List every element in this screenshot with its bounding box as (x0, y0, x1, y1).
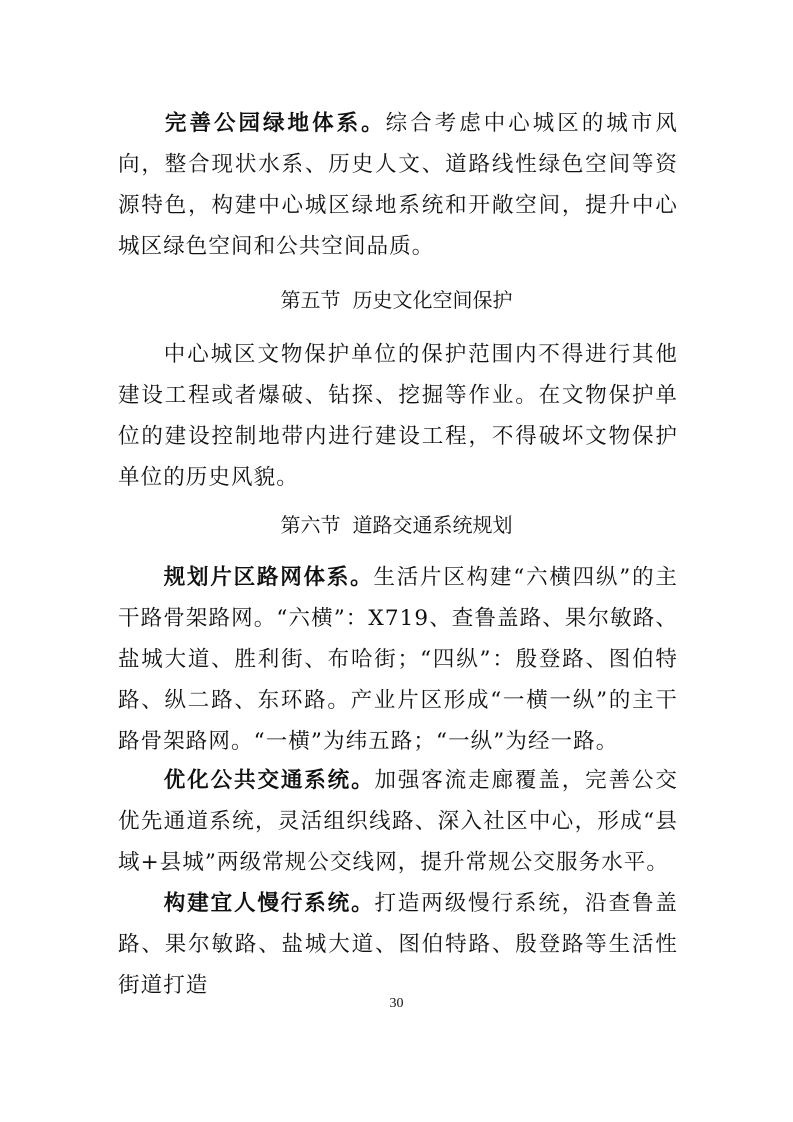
paragraph-body: 中心城区文物保护单位的保护范围内不得进行其他建设工程或者爆破、钻探、挖掘等作业。在文物保护单位的建设控制地带内进行建设工程，不得破坏文物保护单位的历史风貌。 (118, 342, 678, 490)
paragraph-public-transit (118, 760, 678, 883)
section-number: 第六节 (280, 513, 341, 537)
section-title: 历史文化空间保护 (352, 288, 513, 312)
paragraph-lead: 规划片区路网体系。 (163, 565, 374, 590)
section-heading-5 (0, 285, 793, 315)
paragraph-body: 生活片区构建“六横四纵”的主干路骨架路网。“六横”：X719、查鲁盖路、果尔敏路、盐城大道、胜利街、布哈街；“四纵”：殷登路、图伯特路、纵二路、东环路。产业片区形成“一横一纵”的主干路骨架路网。“一横”为纬五路；“一纵”为经一路。 (118, 565, 678, 754)
paragraph-park-green-system (118, 103, 678, 267)
paragraph-heritage-protection (118, 334, 678, 498)
paragraph-body: 打造两级慢行系统，沿查鲁盖路、果尔敏路、盐城大道、图伯特路、殷登路等生活性街道打造 (118, 891, 678, 998)
page-number: 30 (389, 996, 404, 1011)
section-title: 道路交通系统规划 (352, 513, 513, 537)
section-heading-6 (0, 510, 793, 540)
paragraph-road-network (118, 557, 678, 762)
paragraph-lead: 优化公共交通系统。 (163, 768, 375, 793)
paragraph-slow-traffic (118, 883, 678, 1006)
section-number: 第五节 (280, 288, 341, 312)
paragraph-body: 综合考虑中心城区的城市风向，整合现状水系、历史人文、道路线性绿色空间等资源特色，构建中心城区绿地系统和开敞空间，提升中心城区绿色空间和公共空间品质。 (118, 111, 678, 259)
paragraph-lead: 构建宜人慢行系统。 (163, 891, 375, 916)
paragraph-body: 加强客流走廊覆盖，完善公交优先通道系统，灵活组织线路、深入社区中心，形成“县域+县城”两级常规公交线网，提升常规公交服务水平。 (118, 768, 678, 875)
paragraph-lead: 完善公园绿地体系。 (163, 111, 386, 136)
